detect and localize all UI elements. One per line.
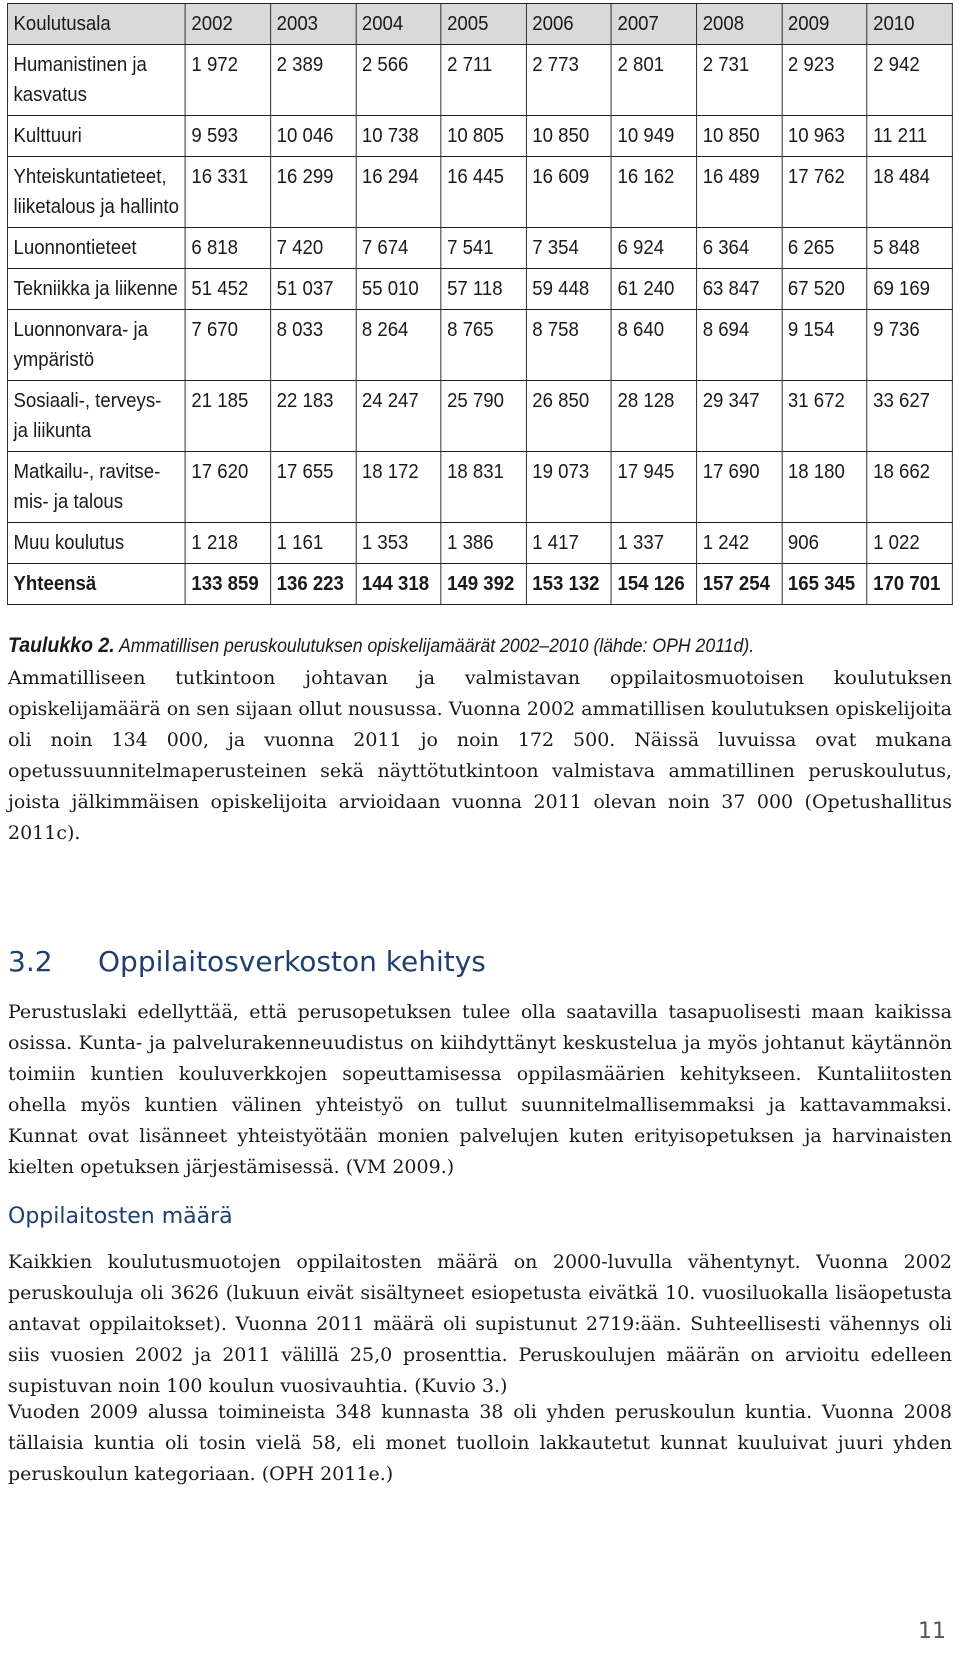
row-label-cell: Matkailu-, ravitse-mis- ja talous — [7, 452, 185, 523]
value-cell: 2 566 — [356, 45, 441, 116]
value-cell: 17 945 — [611, 452, 696, 523]
column-header-field: Koulutusala — [7, 4, 185, 45]
section-title: Oppilaitosverkoston kehitys — [98, 945, 486, 978]
value-cell: 10 949 — [611, 116, 696, 157]
value-cell: 19 073 — [526, 452, 611, 523]
section-heading — [8, 945, 486, 978]
value-cell: 2 731 — [697, 45, 782, 116]
row-label-cell: Tekniikka ja liikenne — [7, 269, 185, 310]
value-cell: 10 738 — [356, 116, 441, 157]
value-cell: 63 847 — [697, 269, 782, 310]
value-cell: 17 620 — [185, 452, 270, 523]
value-cell: 6 364 — [697, 228, 782, 269]
subsection-heading: Oppilaitosten määrä — [8, 1204, 233, 1229]
paragraph-school-count: Kaikkien koulutusmuotojen oppilaitosten määrä on 2000-luvulla vähentynyt. Vuonna 2002 peruskouluja oli 3626 (lukuun eivät sisältyneet esiopetusta eivätkä 10. vuosiluokalla lisäopetusta antavat oppilaitokset). Vuonna 2011 määrä oli supistunut 2719:ään. Suhteellisesti vähennys oli siis vuosien 2002 ja 2011 välillä 25,0 prosenttia. Peruskoulujen määrän on arvioitu edelleen supistuvan noin 100 koulun vuosivauhtia. (Kuvio 3.) — [8, 1251, 952, 1397]
section-number: 3.2 — [8, 945, 53, 978]
paragraph-municipalities: Vuoden 2009 alussa toimineista 348 kunnasta 38 oli yhden peruskoulun kuntia. Vuonna 2008 tällaisia kuntia oli tosin vielä 58, eli monet tuolloin lakkautetut kunnat kuuluivat juuri yhden peruskoulun kategoriaan. (OPH 2011e.) — [8, 1401, 952, 1485]
column-header-year: 2009 — [782, 4, 867, 45]
value-cell: 1 417 — [526, 523, 611, 564]
value-cell: 1 386 — [441, 523, 526, 564]
column-header-year: 2010 — [867, 4, 952, 45]
value-cell: 170 701 — [867, 564, 952, 605]
value-cell: 25 790 — [441, 381, 526, 452]
value-cell: 18 172 — [356, 452, 441, 523]
value-cell: 16 299 — [271, 157, 356, 228]
row-label-cell: Yhteensä — [7, 564, 185, 605]
table-row — [7, 564, 952, 605]
value-cell: 2 801 — [611, 45, 696, 116]
table-body — [7, 45, 952, 605]
value-cell: 11 211 — [867, 116, 952, 157]
row-label-cell: Luonnonvara- ja ympäristö — [7, 310, 185, 381]
value-cell: 7 670 — [185, 310, 270, 381]
value-cell: 136 223 — [271, 564, 356, 605]
caption-text: Ammatillisen peruskoulutuksen opiskelijamäärät 2002–2010 (lähde: OPH 2011d). — [118, 636, 755, 657]
value-cell: 154 126 — [611, 564, 696, 605]
value-cell: 17 655 — [271, 452, 356, 523]
row-label-cell: Humanistinen ja kasvatus — [7, 45, 185, 116]
value-cell: 8 640 — [611, 310, 696, 381]
row-label-cell: Kulttuuri — [7, 116, 185, 157]
value-cell: 153 132 — [526, 564, 611, 605]
value-cell: 57 118 — [441, 269, 526, 310]
value-cell: 28 128 — [611, 381, 696, 452]
value-cell: 9 154 — [782, 310, 867, 381]
column-header-year: 2002 — [185, 4, 270, 45]
value-cell: 1 972 — [185, 45, 270, 116]
value-cell: 7 420 — [271, 228, 356, 269]
row-label-cell: Luonnontieteet — [7, 228, 185, 269]
value-cell: 8 033 — [271, 310, 356, 381]
row-label-cell: Muu koulutus — [7, 523, 185, 564]
value-cell: 51 037 — [271, 269, 356, 310]
table-row — [7, 523, 952, 564]
table-row — [7, 157, 952, 228]
value-cell: 1 218 — [185, 523, 270, 564]
value-cell: 22 183 — [271, 381, 356, 452]
value-cell: 6 924 — [611, 228, 696, 269]
value-cell: 157 254 — [697, 564, 782, 605]
column-header-year: 2003 — [271, 4, 356, 45]
value-cell: 133 859 — [185, 564, 270, 605]
value-cell: 10 805 — [441, 116, 526, 157]
value-cell: 1 353 — [356, 523, 441, 564]
value-cell: 7 354 — [526, 228, 611, 269]
row-label-cell: Yhteiskuntatieteet, liiketalous ja hallinto — [7, 157, 185, 228]
value-cell: 9 736 — [867, 310, 952, 381]
value-cell: 1 161 — [271, 523, 356, 564]
table-header-row — [7, 4, 952, 45]
table-row — [7, 45, 952, 116]
caption-label: Taulukko 2. — [8, 634, 115, 657]
value-cell: 51 452 — [185, 269, 270, 310]
value-cell: 17 690 — [697, 452, 782, 523]
value-cell: 33 627 — [867, 381, 952, 452]
value-cell: 10 046 — [271, 116, 356, 157]
column-header-year: 2008 — [697, 4, 782, 45]
value-cell: 18 180 — [782, 452, 867, 523]
row-label-cell: Sosiaali-, terveys- ja liikunta — [7, 381, 185, 452]
column-header-year: 2005 — [441, 4, 526, 45]
column-header-year: 2004 — [356, 4, 441, 45]
value-cell: 16 489 — [697, 157, 782, 228]
value-cell: 16 162 — [611, 157, 696, 228]
value-cell: 8 765 — [441, 310, 526, 381]
value-cell: 9 593 — [185, 116, 270, 157]
value-cell: 18 831 — [441, 452, 526, 523]
value-cell: 1 022 — [867, 523, 952, 564]
value-cell: 21 185 — [185, 381, 270, 452]
value-cell: 1 242 — [697, 523, 782, 564]
value-cell: 149 392 — [441, 564, 526, 605]
table-caption — [8, 634, 754, 658]
value-cell: 906 — [782, 523, 867, 564]
table-row — [7, 228, 952, 269]
value-cell: 144 318 — [356, 564, 441, 605]
value-cell: 67 520 — [782, 269, 867, 310]
value-cell: 18 662 — [867, 452, 952, 523]
value-cell: 10 850 — [697, 116, 782, 157]
column-header-year: 2006 — [526, 4, 611, 45]
table-row — [7, 116, 952, 157]
value-cell: 69 169 — [867, 269, 952, 310]
value-cell: 8 694 — [697, 310, 782, 381]
value-cell: 55 010 — [356, 269, 441, 310]
value-cell: 10 850 — [526, 116, 611, 157]
value-cell: 7 674 — [356, 228, 441, 269]
value-cell: 10 963 — [782, 116, 867, 157]
paragraph-network: Perustuslaki edellyttää, että perusopetuksen tulee olla saatavilla tasapuolisesti maan kaikissa osissa. Kunta- ja palvelurakenneuudistus on kiihdyttänyt keskustelua ja myös johtanut käytännön toimiin kuntien kouluverkkojen sopeuttamisessa oppilasmäärien kehitykseen. Kuntaliitosten ohella myös kuntien välinen yhteistyö on tullut suunnitelmallisemmaksi ja kattavammaksi. Kunnat ovat lisänneet yhteistyötään monien palvelujen kuten erityisopetuksen ja harvinaisten kielten opetuksen järjestämisessä. (VM 2009.) — [8, 1001, 952, 1178]
page-number: 11 — [918, 1619, 946, 1644]
value-cell: 16 331 — [185, 157, 270, 228]
value-cell: 1 337 — [611, 523, 696, 564]
value-cell: 2 389 — [271, 45, 356, 116]
student-table-container — [7, 3, 954, 605]
value-cell: 8 758 — [526, 310, 611, 381]
table-row — [7, 452, 952, 523]
value-cell: 59 448 — [526, 269, 611, 310]
student-count-table — [7, 3, 953, 605]
value-cell: 7 541 — [441, 228, 526, 269]
value-cell: 29 347 — [697, 381, 782, 452]
value-cell: 17 762 — [782, 157, 867, 228]
value-cell: 26 850 — [526, 381, 611, 452]
table-row — [7, 310, 952, 381]
value-cell: 16 609 — [526, 157, 611, 228]
value-cell: 8 264 — [356, 310, 441, 381]
value-cell: 5 848 — [867, 228, 952, 269]
value-cell: 165 345 — [782, 564, 867, 605]
paragraph-enrollment: Ammatilliseen tutkintoon johtavan ja valmistavan oppilaitosmuotoisen koulutuksen opiskelijamäärä on sen sijaan ollut nousussa. Vuonna 2002 ammatillisen koulutuksen opiskelijoita oli noin 134 000, ja vuonna 2011 jo noin 172 500. Näissä luvuissa ovat mukana opetussuunnitelmaperusteinen sekä näyttötutkintoon valmistava ammatillinen peruskoulutus, joista jälkimmäisen opiskelijoita arvioidaan vuonna 2011 olevan noin 37 000 (Opetushallitus 2011c). — [8, 667, 952, 844]
value-cell: 18 484 — [867, 157, 952, 228]
table-row — [7, 269, 952, 310]
value-cell: 2 711 — [441, 45, 526, 116]
value-cell: 2 942 — [867, 45, 952, 116]
value-cell: 2 773 — [526, 45, 611, 116]
value-cell: 6 265 — [782, 228, 867, 269]
value-cell: 2 923 — [782, 45, 867, 116]
column-header-year: 2007 — [611, 4, 696, 45]
value-cell: 16 294 — [356, 157, 441, 228]
value-cell: 16 445 — [441, 157, 526, 228]
value-cell: 24 247 — [356, 381, 441, 452]
value-cell: 61 240 — [611, 269, 696, 310]
table-row — [7, 381, 952, 452]
value-cell: 31 672 — [782, 381, 867, 452]
value-cell: 6 818 — [185, 228, 270, 269]
